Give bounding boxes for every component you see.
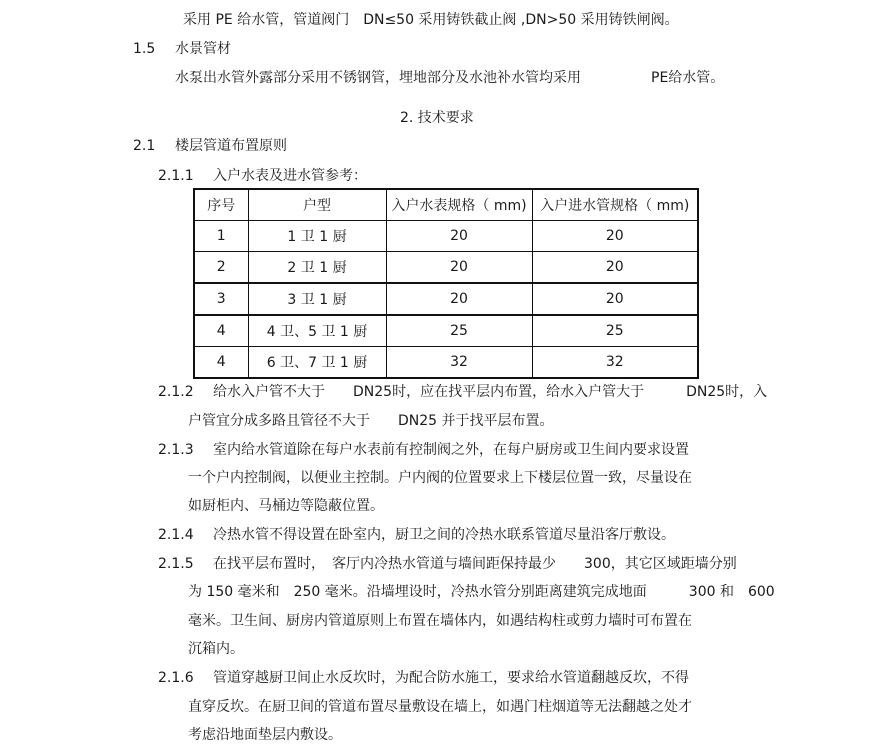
table-row xyxy=(194,283,698,315)
cell-index: 4 xyxy=(194,315,248,347)
item-2-1-4-number: 2.1.4 xyxy=(158,527,194,543)
cell-index: 2 xyxy=(194,252,248,284)
intro-line: 采用 PE 给水管，管道阀门 DN≤50 采用铸铁截止阀 ,DN>50 采用铸铁闸阀。 xyxy=(183,12,679,28)
cell-inlet-spec: 20 xyxy=(532,221,698,252)
cell-index: 1 xyxy=(194,221,248,252)
cell-meter-spec: 20 xyxy=(386,252,532,284)
section-1-5-number: 1.5 xyxy=(133,41,156,57)
cell-inlet-spec: 32 xyxy=(532,347,698,379)
cell-unit-type: 1 卫 1 厨 xyxy=(248,221,386,252)
item-2-1-5-line-4: 沉箱内。 xyxy=(188,641,244,657)
cell-unit-type: 4 卫、5 卫 1 厨 xyxy=(248,315,386,347)
item-2-1-6-number: 2.1.6 xyxy=(158,670,194,686)
section-2-heading: 2. 技术要求 xyxy=(400,110,474,126)
section-2-1-number: 2.1 xyxy=(133,138,156,154)
header-meter-spec: 入户水表规格（ mm) xyxy=(386,189,532,221)
cell-meter-spec: 32 xyxy=(386,347,532,379)
table-row xyxy=(194,347,698,379)
section-1-5-text: 水泵出水管外露部分采用不锈钢管，埋地部分及水池补水管均采用 PE给水管。 xyxy=(175,70,725,86)
item-2-1-3-line-3: 如厨柜内、马桶边等隐蔽位置。 xyxy=(188,498,384,514)
item-2-1-3-line-1: 室内给水管道除在每户水表前有控制阀之外，在每户厨房或卫生间内要求设置 xyxy=(213,442,689,458)
cell-inlet-spec: 20 xyxy=(532,283,698,315)
cell-meter-spec: 20 xyxy=(386,283,532,315)
cell-index: 4 xyxy=(194,347,248,379)
header-index: 序号 xyxy=(194,189,248,221)
item-2-1-1-number: 2.1.1 xyxy=(158,168,194,184)
water-meter-spec-table xyxy=(193,188,699,379)
header-inlet-spec: 入户进水管规格（ mm) xyxy=(532,189,698,221)
item-2-1-4-line-1: 冷热水管不得设置在卧室内，厨卫之间的冷热水联系管道尽量沿客厅敷设。 xyxy=(213,527,675,543)
table-row xyxy=(194,315,698,347)
item-2-1-2-line-1: 给水入户管不大于 DN25时，应在找平层内布置，给水入户管大于 DN25时，入 xyxy=(213,384,768,400)
item-2-1-2-number: 2.1.2 xyxy=(158,384,194,400)
cell-inlet-spec: 25 xyxy=(532,315,698,347)
item-2-1-5-line-1: 在找平层布置时， 客厅内冷热水管道与墙间距保持最少 300，其它区域距墙分别 xyxy=(213,556,737,572)
item-2-1-3-line-2: 一个户内控制阀，以便业主控制。户内阀的位置要求上下楼层位置一致，尽量设在 xyxy=(188,470,692,486)
item-2-1-6-line-2: 直穿反坎。在厨卫间的管道布置尽量敷设在墙上，如遇门柱烟道等无法翻越之处才 xyxy=(188,699,692,715)
item-2-1-5-number: 2.1.5 xyxy=(158,556,194,572)
cell-unit-type: 2 卫 1 厨 xyxy=(248,252,386,284)
cell-inlet-spec: 20 xyxy=(532,252,698,284)
table-header-row xyxy=(194,189,698,221)
item-2-1-5-line-3: 毫米。卫生间、厨房内管道原则上布置在墙体内，如遇结构柱或剪力墙时可布置在 xyxy=(188,613,692,629)
item-2-1-2-line-2: 户管宜分成多路且管径不大于 DN25 并于找平层布置。 xyxy=(188,413,554,429)
item-2-1-3-number: 2.1.3 xyxy=(158,442,194,458)
section-1-5-title: 水景管材 xyxy=(175,41,231,57)
cell-index: 3 xyxy=(194,283,248,315)
table-row xyxy=(194,252,698,284)
item-2-1-5-line-2: 为 150 毫米和 250 毫米。沿墙埋设时，冷热水管分别距离建筑完成地面 300 和 600 xyxy=(188,584,775,600)
header-unit-type: 户型 xyxy=(248,189,386,221)
cell-unit-type: 3 卫 1 厨 xyxy=(248,283,386,315)
item-2-1-6-line-3: 考虑沿地面垫层内敷设。 xyxy=(188,727,342,743)
item-2-1-1-text: 入户水表及进水管参考： xyxy=(213,168,367,184)
item-2-1-6-line-1: 管道穿越厨卫间止水反坎时，为配合防水施工，要求给水管道翻越反坎，不得 xyxy=(213,670,689,686)
cell-unit-type: 6 卫、7 卫 1 厨 xyxy=(248,347,386,379)
cell-meter-spec: 20 xyxy=(386,221,532,252)
table-row xyxy=(194,221,698,252)
section-2-1-title: 楼层管道布置原则 xyxy=(175,138,287,154)
cell-meter-spec: 25 xyxy=(386,315,532,347)
